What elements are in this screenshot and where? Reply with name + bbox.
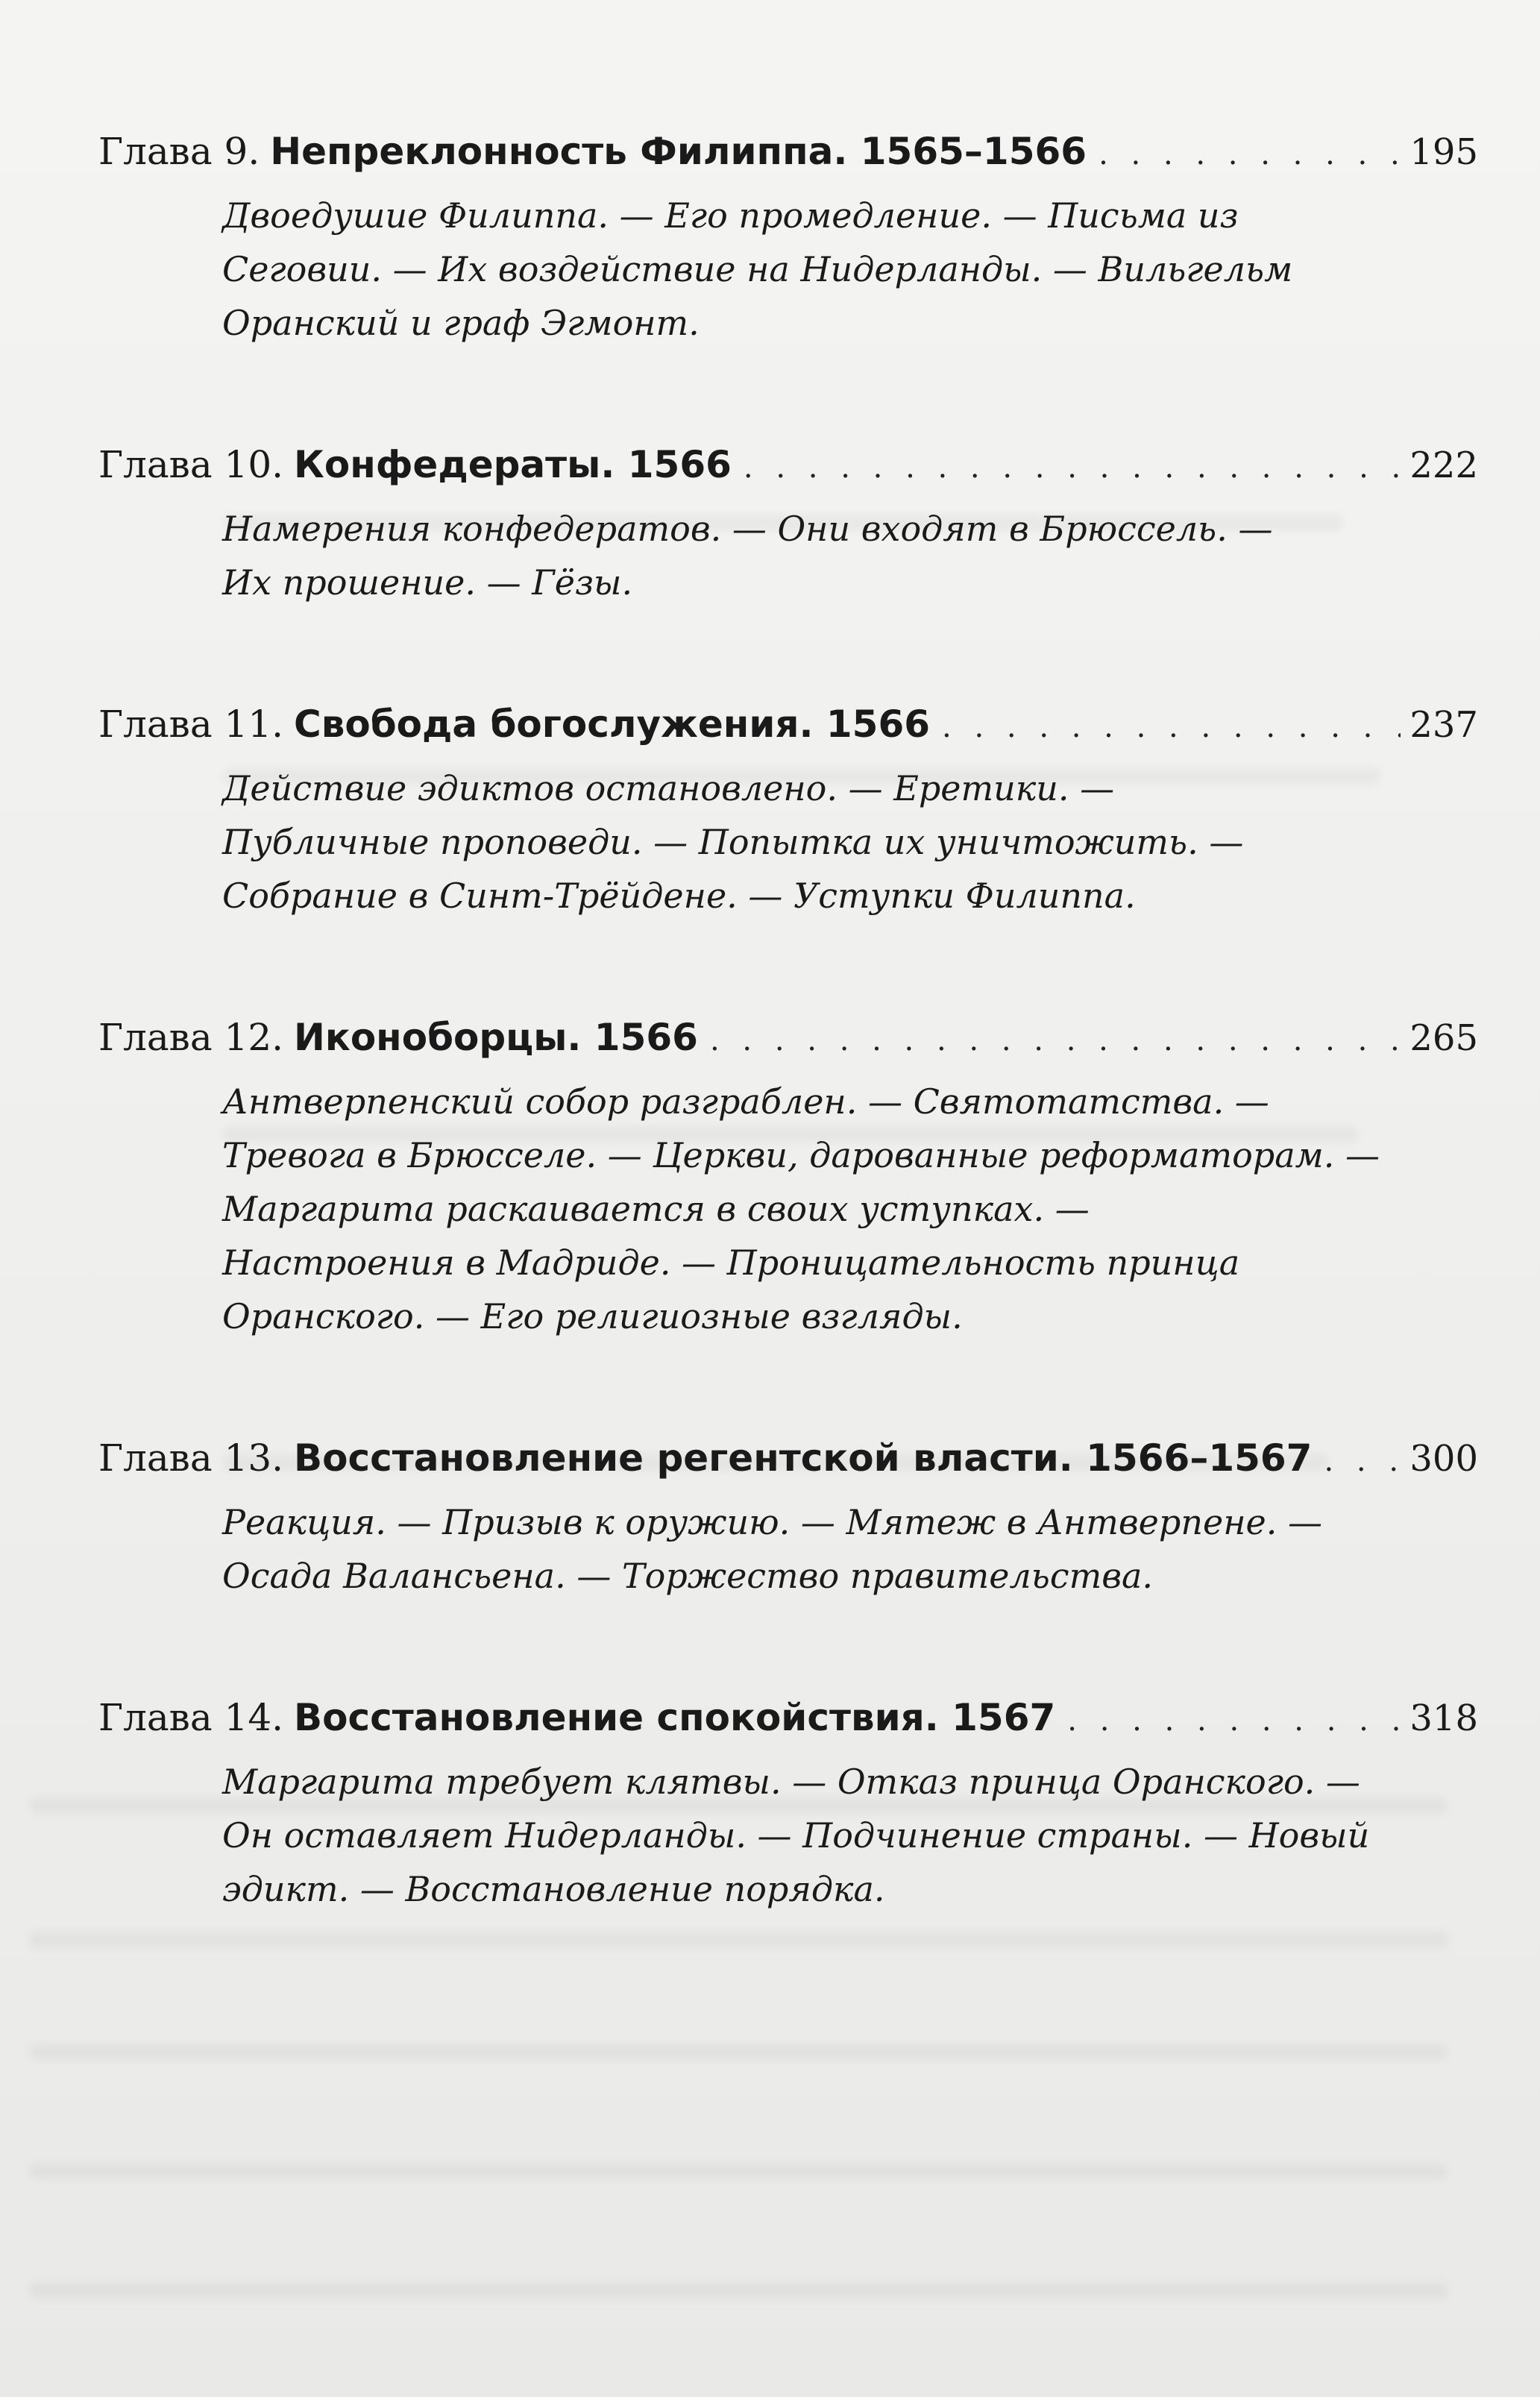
summary-line: Маргарита раскаивается в своих уступках. — [222, 1189, 1090, 1229]
chapter-summary [222, 761, 1478, 923]
toc-entry-chapter-13 [98, 1430, 1478, 1603]
chapter-summary [222, 1495, 1478, 1603]
toc-entry-heading [98, 1009, 1478, 1069]
chapter-number: Глава 14. [98, 1696, 284, 1739]
summary-line: Настроения в Мадриде. — Проницательность принца [222, 1243, 1240, 1283]
toc-entry-chapter-11 [98, 696, 1478, 923]
summary-line: Маргарита требует клятвы. — Отказ принца Оранского. — [222, 1762, 1360, 1802]
summary-line: Действие эдиктов остановлено. — Еретики. — [222, 768, 1115, 808]
dot-leader [710, 1012, 1401, 1069]
toc-entry-heading [98, 436, 1478, 496]
toc-entry-chapter-14 [98, 1689, 1478, 1916]
chapter-summary [222, 1755, 1478, 1916]
summary-line: Оранского. — Его религиозные взгляды. [222, 1296, 963, 1336]
bleed-through-line [30, 2043, 1447, 2060]
chapter-summary [222, 189, 1478, 350]
chapter-title: Восстановление спокойствия. 1567 [294, 1696, 1056, 1739]
bleed-through-line [30, 2163, 1447, 2179]
chapter-number: Глава 10. [98, 443, 284, 486]
summary-line: эдикт. — Восстановление порядка. [222, 1869, 885, 1909]
summary-line: Реакция. — Призыв к оружию. — Мятеж в Антверпене. — [222, 1502, 1322, 1542]
summary-line: Антверпенский собор разграблен. — Святотатства. — [222, 1081, 1269, 1122]
dot-leader [1099, 126, 1401, 183]
toc-entry-chapter-12 [98, 1009, 1478, 1343]
summary-line: Намерения конфедератов. — Они входят в Брюссель. — [222, 509, 1273, 549]
chapter-summary [222, 1075, 1478, 1343]
page-number: 318 [1409, 1697, 1478, 1739]
table-of-contents [98, 123, 1478, 2002]
chapter-number: Глава 12. [98, 1016, 284, 1059]
chapter-summary [222, 502, 1478, 609]
chapter-number: Глава 13. [98, 1436, 284, 1480]
dot-leader [1067, 1692, 1401, 1749]
chapter-title: Свобода богослужения. 1566 [294, 703, 931, 746]
summary-line: Публичные проповеди. — Попытка их уничтожить. — [222, 822, 1244, 862]
summary-line: Собрание в Синт-Трёйдене. — Уступки Филиппа. [222, 876, 1136, 916]
toc-entry-heading [98, 1689, 1478, 1749]
chapter-number: Глава 11. [98, 703, 284, 746]
summary-line: Он оставляет Нидерланды. — Подчинение страны. — Новый [222, 1815, 1370, 1856]
chapter-title: Конфедераты. 1566 [294, 443, 732, 486]
chapter-number: Глава 9. [98, 130, 260, 173]
page-number: 222 [1409, 444, 1478, 486]
chapter-title: Иконоборцы. 1566 [294, 1016, 698, 1059]
dot-leader [1324, 1433, 1401, 1489]
toc-entry-heading [98, 696, 1478, 755]
summary-line: Осада Валансьена. — Торжество правительства. [222, 1556, 1154, 1596]
page-number: 237 [1409, 704, 1478, 746]
dot-leader [744, 439, 1401, 496]
summary-line: Сеговии. — Их воздействие на Нидерланды. — Вильгельм [222, 249, 1293, 289]
toc-entry-chapter-10 [98, 436, 1478, 609]
chapter-title: Непреклонность Филиппа. 1565–1566 [270, 130, 1087, 173]
toc-entry-chapter-9 [98, 123, 1478, 350]
page-number: 265 [1409, 1017, 1478, 1059]
summary-line: Тревога в Брюсселе. — Церкви, дарованные реформаторам. — [222, 1135, 1380, 1175]
toc-entry-heading [98, 123, 1478, 183]
summary-line: Двоедушие Филиппа. — Его промедление. — Письма из [222, 195, 1239, 236]
page-number: 300 [1409, 1438, 1478, 1480]
toc-entry-heading [98, 1430, 1478, 1489]
dot-leader [942, 699, 1401, 755]
summary-line: Оранский и граф Эгмонт. [222, 303, 700, 343]
chapter-title: Восстановление регентской власти. 1566–1567 [294, 1436, 1313, 1480]
page-number: 195 [1409, 131, 1478, 173]
summary-line: Их прошение. — Гёзы. [222, 562, 633, 603]
bleed-through-line [30, 2282, 1447, 2299]
